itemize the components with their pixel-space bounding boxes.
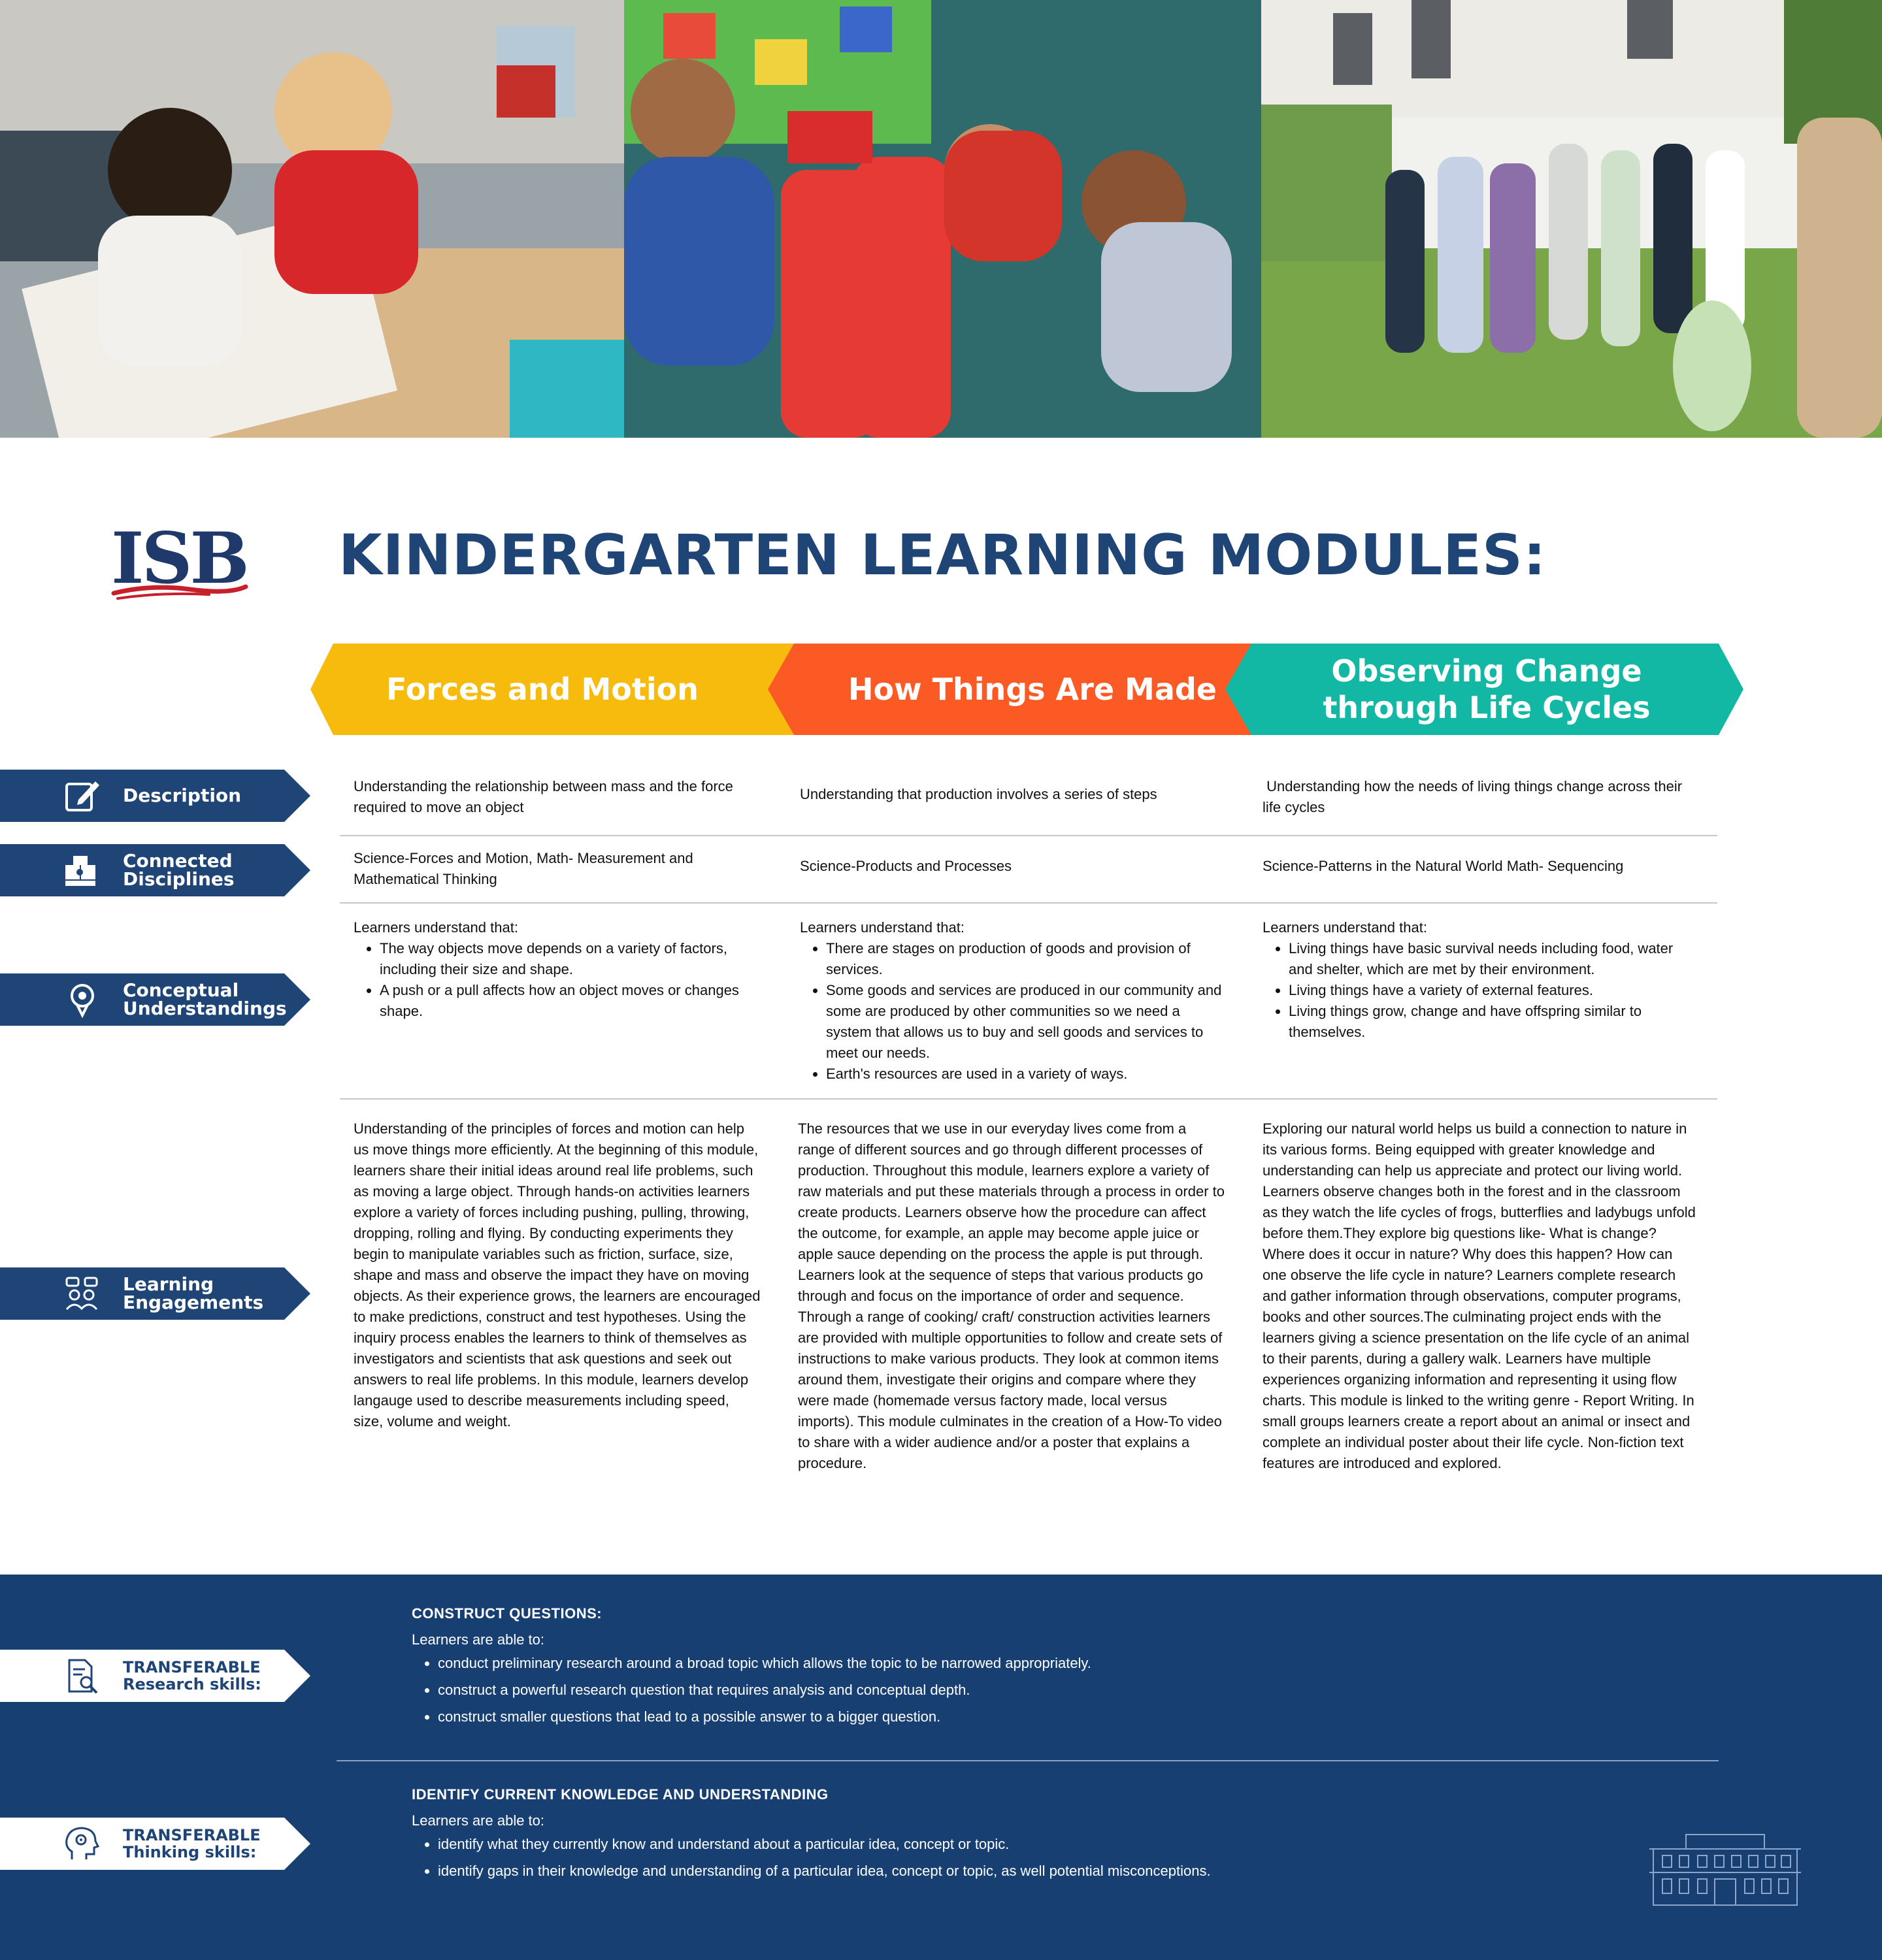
list-item: • The way objects move depends on a variety of factors, including their size and shape. [380, 938, 759, 980]
head-gear-icon [63, 1825, 102, 1862]
disciplines-things-made: Science-Products and Processes [800, 858, 1012, 874]
conceptual-life-cycles [1263, 917, 1687, 1043]
module-title-life-cycles: Observing Change through Life Cycles [1323, 653, 1651, 725]
row-label-thinking: TRANSFERABLE Thinking skills: [0, 1818, 310, 1870]
edit-icon [63, 777, 102, 814]
conceptual-intro: Learners understand that: [354, 919, 518, 936]
conceptual-list [800, 938, 1225, 1085]
module-header-band [0, 640, 1882, 738]
row-label-conceptual: Conceptual Understandings [0, 973, 310, 1026]
row-label-research: TRANSFERABLE Research skills: [0, 1650, 310, 1702]
school-building-icon [1647, 1829, 1804, 1908]
conceptual-forces [354, 917, 759, 1022]
list-item: • construct smaller questions that lead to a possible answer to a bigger question. [438, 1707, 1719, 1727]
list-item: • identify gaps in their knowledge and understanding of a particular idea, concept or topic, as well potential misconceptions. [438, 1861, 1719, 1881]
research-skills [412, 1604, 1719, 1734]
list-item: • A push or a pull affects how an object moves or changes shape. [380, 980, 759, 1022]
thinking-skills [412, 1785, 1719, 1888]
list-item: • construct a powerful research question that requires analysis and conceptual depth. [438, 1680, 1719, 1700]
photo-children-measuring [624, 0, 1261, 438]
conceptual-intro: Learners understand that: [1263, 919, 1427, 936]
module-title-forces: Forces and Motion [386, 672, 699, 707]
research-intro: Learners are able to: [412, 1631, 545, 1648]
description-things-made: Understanding that production involves a series of steps [800, 786, 1157, 802]
row-label-description: Description [0, 770, 310, 822]
document-search-icon [63, 1658, 102, 1694]
conceptual-things-made [800, 917, 1225, 1085]
lightbulb-icon [63, 981, 102, 1018]
photo-children-outdoors [1261, 0, 1882, 438]
skills-divider [337, 1760, 1719, 1761]
research-heading: CONSTRUCT QUESTIONS: [412, 1605, 603, 1622]
list-item: • Living things grow, change and have offspring similar to themselves. [1289, 1001, 1687, 1043]
list-item: • Earth's resources are used in a variety of ways. [826, 1064, 1225, 1085]
isb-logo: ISB [111, 517, 247, 600]
row-divider [340, 1098, 1717, 1100]
research-list [412, 1654, 1719, 1727]
row-label-disciplines: Connected Disciplines [0, 844, 310, 896]
thinking-list [412, 1835, 1719, 1881]
photo-children-writing [0, 0, 624, 438]
row-divider [340, 902, 1717, 904]
puzzle-icon [63, 852, 102, 889]
list-item: • There are stages on production of goods and provision of services. [826, 938, 1225, 980]
module-title-things-made: How Things Are Made [848, 672, 1217, 707]
list-item: • Some goods and services are produced in our community and some are produced by other communities so we need a system that allows us to buy and sell goods and services to meet our needs. [826, 980, 1225, 1064]
row-divider [340, 835, 1717, 836]
thinking-heading: IDENTIFY CURRENT KNOWLEDGE AND UNDERSTANDING [412, 1786, 829, 1803]
thinking-intro: Learners are able to: [412, 1812, 545, 1829]
people-chat-icon [63, 1275, 102, 1312]
disciplines-life-cycles: Science-Patterns in the Natural World Math- Sequencing [1263, 858, 1624, 874]
conceptual-list [354, 938, 759, 1022]
page-title: KINDERGARTEN LEARNING MODULES: [338, 523, 1547, 588]
engagements-forces: Understanding of the principles of forces and motion can help us move things more efficiently. At the beginning of this module, learners share their initial ideas around real life problems, such as moving a large object. Through hands-on activities learners explore a variety of forces including pushing, pulling, throwing, dropping, rolling and flying. By conducting experiments they begin to manipulate variables such as friction, surface, size, shape and mass and observe the impact they have on moving objects. As their experience grows, the learners are encouraged to make predictions, construct and test hypotheses. Using the inquiry process enables the learners to think of themselves as investigators and scientists that ask questions and seek out answers to real life problems. In this module, learners develop langauge used to describe measurements including speed, size, volume and weight. [354, 1120, 761, 1429]
conceptual-list [1263, 938, 1687, 1043]
row-label-engagements: Learning Engagements [0, 1267, 310, 1320]
engagements-things-made: The resources that we use in our everyday lives come from a range of different sources and go through different processes of production. Throughout this module, learners explore a variety of raw materials and put these materials through a process in order to create products. Learners observe how the procedure can affect the outcome, for example, an apple may become apple juice or apple sauce depending on the process the apple is put through. Learners look at the sequence of steps that various products go through and focus on the importance of order and sequence. Through a range of cooking/ craft/ construction activities learners are provided with multiple opportunities to follow and create sets of instructions to make various products. They look at common items around them, investigate their origins and compare where they were made (homemade versus factory made, local versus imports). This module culminates in the creation of a How-To video to share with a wider audience and/or a poster that explains a procedure. [798, 1120, 1225, 1471]
list-item: • Living things have a variety of external features. [1289, 980, 1687, 1001]
engagements-life-cycles: Exploring our natural world helps us build a connection to nature in its various forms. Being equipped with greater knowledge and understanding can help us appreciate and protect our living world. Learners observe changes both in the forest and in the classroom as they watch the life cycles of frogs, butterflies and ladybugs unfold before them.They explore big questions like- What is change? Where does it occur in nature? Why does this happen? How can one observe the life cycle in nature? Learners complete research and gather information through observations, computer programs, books and other sources.The culminating project ends with the learners giving a science presentation on the life cycle of an animal to their parents, during a gallery walk. Learners have multiple experiences organizing information and representing it using flow charts. This module is linked to the writing genre - Report Writing. In small groups learners create a report about an animal or insect and complete an individual poster about their life cycle. Non-fiction text features are introduced and explored. [1263, 1120, 1696, 1471]
disciplines-forces: Science-Forces and Motion, Math- Measurement and Mathematical Thinking [354, 850, 693, 887]
description-life-cycles: Understanding how the needs of living things change across their life cycles [1263, 778, 1687, 815]
conceptual-intro: Learners understand that: [800, 919, 965, 936]
list-item: • Living things have basic survival needs including food, water and shelter, which are met by their environment. [1289, 938, 1687, 980]
description-forces: Understanding the relationship between mass and the force required to move an object [354, 778, 733, 815]
list-item: • conduct preliminary research around a broad topic which allows the topic to be narrowed appropriately. [438, 1654, 1719, 1673]
list-item: • identify what they currently know and understand about a particular idea, concept or topic. [438, 1835, 1719, 1854]
